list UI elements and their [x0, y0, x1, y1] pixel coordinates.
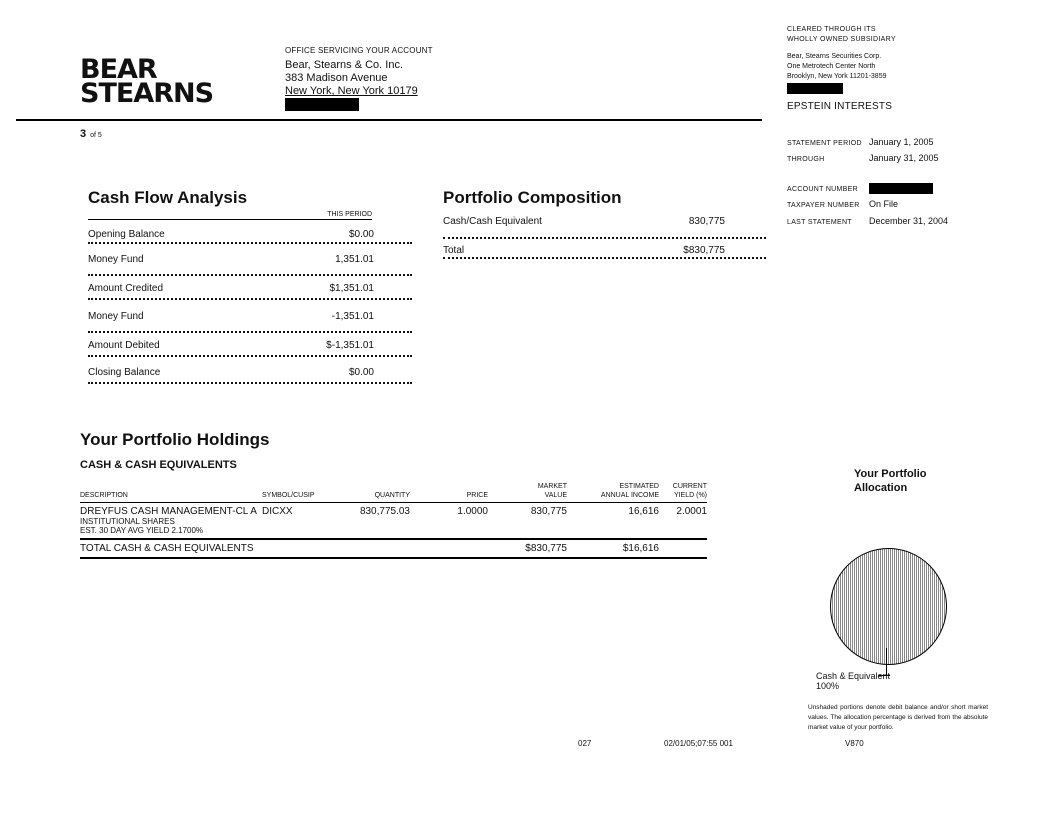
taxpayer-value: On File — [869, 199, 899, 209]
composition-total-row — [443, 245, 766, 256]
allocation-pie-chart — [830, 548, 947, 665]
footer-version: V870 — [845, 739, 864, 748]
clearing-notice — [787, 25, 896, 45]
table-total-row — [80, 539, 707, 558]
row-value: -1,351.01 — [331, 311, 374, 322]
clearing-line-2: WHOLLY OWNED SUBSIDIARY — [787, 36, 896, 43]
last-value: December 31, 2004 — [869, 216, 949, 226]
redaction-box — [787, 83, 843, 94]
clearing-address — [787, 52, 887, 98]
account-label: ACCOUNT NUMBER — [787, 186, 858, 193]
row-value: 1,351.01 — [335, 254, 374, 265]
row-label: Money Fund — [88, 311, 144, 322]
total-label: TOTAL CASH & CASH EQUIVALENTS — [80, 543, 254, 554]
desc-line1: DREYFUS CASH MANAGEMENT-CL A — [80, 506, 257, 517]
col-income — [567, 482, 659, 503]
cash-flow-rule — [88, 219, 372, 220]
office-header: OFFICE SERVICING YOUR ACCOUNT — [285, 46, 433, 55]
holding-quantity: 830,775.03 — [359, 506, 410, 517]
row-value: 830,775 — [688, 216, 725, 227]
page-indicator — [80, 128, 102, 140]
header-rule — [16, 119, 762, 121]
holding-symbol: DICXX — [262, 506, 293, 517]
col-market-line2: VALUE — [544, 492, 567, 499]
row-value: $1,351.01 — [329, 283, 374, 294]
clearing-city: Brooklyn, New York 11201-3859 — [787, 73, 887, 80]
col-market-line1: MARKET — [537, 483, 567, 490]
total-market-value: $830,775 — [525, 543, 567, 554]
table-row — [80, 503, 707, 540]
holdings-table — [80, 482, 707, 559]
dotted-rule — [88, 382, 412, 384]
cash-flow-row — [88, 254, 412, 265]
through-value: January 31, 2005 — [869, 153, 939, 163]
row-label: Opening Balance — [88, 229, 165, 240]
clearing-line-1: CLEARED THROUGH ITS — [787, 26, 876, 33]
allocation-title-line1: Your Portfolio — [854, 468, 927, 480]
dotted-rule — [88, 331, 412, 333]
dotted-rule — [88, 242, 412, 244]
desc-line3: EST. 30 DAY AVG YIELD 2.1700% — [80, 526, 204, 535]
portfolio-composition-title: Portfolio Composition — [443, 188, 622, 207]
col-description: DESCRIPTION — [80, 492, 128, 499]
clearing-corp: Bear, Stearns Securities Corp. — [787, 53, 882, 60]
col-yield-line1: CURRENT — [672, 483, 707, 490]
footer-code: 027 — [578, 739, 592, 748]
col-market-value — [488, 482, 567, 503]
pie-label — [816, 671, 890, 691]
row-label: Amount Debited — [88, 340, 160, 351]
footer-timestamp: 02/01/05;07:55 001 — [664, 739, 733, 748]
col-income-line2: ANNUAL INCOME — [600, 492, 659, 499]
col-quantity: QUANTITY — [374, 492, 410, 499]
office-city: New York, New York 10179 — [285, 85, 418, 97]
cash-flow-row — [88, 311, 412, 322]
holding-income: 16,616 — [628, 506, 659, 517]
account-number — [787, 183, 933, 194]
row-value: $0.00 — [348, 229, 374, 240]
row-label: Total — [443, 245, 465, 256]
last-label: LAST STATEMENT — [787, 219, 852, 226]
page-number: 3 — [80, 128, 87, 140]
office-street: 383 Madison Avenue — [285, 72, 388, 84]
row-label: Money Fund — [88, 254, 144, 265]
dotted-rule — [88, 298, 412, 300]
period-value: January 1, 2005 — [869, 137, 934, 147]
row-value: $-1,351.01 — [326, 340, 374, 351]
pie-label-name: Cash & Equivalent — [816, 671, 891, 681]
composition-row — [443, 216, 766, 227]
taxpayer-number — [787, 199, 898, 209]
dotted-rule — [443, 237, 766, 239]
page-of: of 5 — [90, 132, 102, 139]
taxpayer-label: TAXPAYER NUMBER — [787, 202, 860, 209]
cash-flow-title: Cash Flow Analysis — [88, 188, 248, 207]
statement-through — [787, 153, 939, 163]
through-label: THROUGH — [787, 156, 825, 163]
row-label: Cash/Cash Equivalent — [443, 216, 542, 227]
clearing-street: One Metrotech Center North — [787, 63, 876, 70]
last-statement — [787, 216, 948, 226]
allocation-note: Unshaded portions denote debit balance and/or short market values. The allocation percentage is derived from the absolute market value of your portfolio. — [808, 704, 988, 731]
col-yield-line2: YIELD (%) — [673, 492, 707, 499]
logo-line-2: STEARNS — [80, 78, 214, 109]
cash-flow-row — [88, 283, 412, 294]
cash-flow-row — [88, 367, 412, 378]
this-period-header: THIS PERIOD — [327, 211, 372, 218]
dotted-rule — [443, 257, 766, 259]
bear-stearns-logo — [80, 54, 214, 109]
cash-flow-row — [88, 229, 412, 240]
total-income: $16,616 — [622, 543, 659, 554]
table-header-row — [80, 482, 707, 503]
dotted-rule — [88, 274, 412, 276]
holding-description — [80, 503, 262, 540]
redaction-box — [869, 183, 933, 194]
holdings-subtitle: CASH & CASH EQUIVALENTS — [80, 459, 237, 471]
account-name: EPSTEIN INTERESTS — [787, 101, 893, 112]
holding-price: 1.0000 — [457, 506, 488, 517]
col-symbol: SYMBOL/CUSIP — [262, 492, 315, 499]
dotted-rule — [88, 355, 412, 357]
statement-period — [787, 137, 934, 147]
col-yield — [659, 482, 707, 503]
allocation-title — [854, 467, 927, 495]
holding-market-value: 830,775 — [530, 506, 567, 517]
redaction-box — [285, 98, 359, 111]
row-label: Amount Credited — [88, 283, 164, 294]
col-income-line1: ESTIMATED — [619, 483, 659, 490]
row-value: $0.00 — [348, 367, 374, 378]
row-value: $830,775 — [683, 245, 725, 256]
holding-yield: 2.0001 — [676, 506, 707, 517]
pie-label-percent: 100% — [816, 681, 840, 691]
holdings-title: Your Portfolio Holdings — [80, 430, 270, 449]
cash-flow-row — [88, 340, 412, 351]
allocation-title-line2: Allocation — [854, 482, 908, 494]
row-label: Closing Balance — [88, 367, 161, 378]
col-price: PRICE — [466, 492, 488, 499]
logo-line-1: BEAR — [80, 54, 157, 85]
desc-line2: INSTITUTIONAL SHARES — [80, 517, 175, 526]
period-label: STATEMENT PERIOD — [787, 140, 862, 147]
office-address — [285, 44, 433, 115]
office-name: Bear, Stearns & Co. Inc. — [285, 59, 404, 71]
